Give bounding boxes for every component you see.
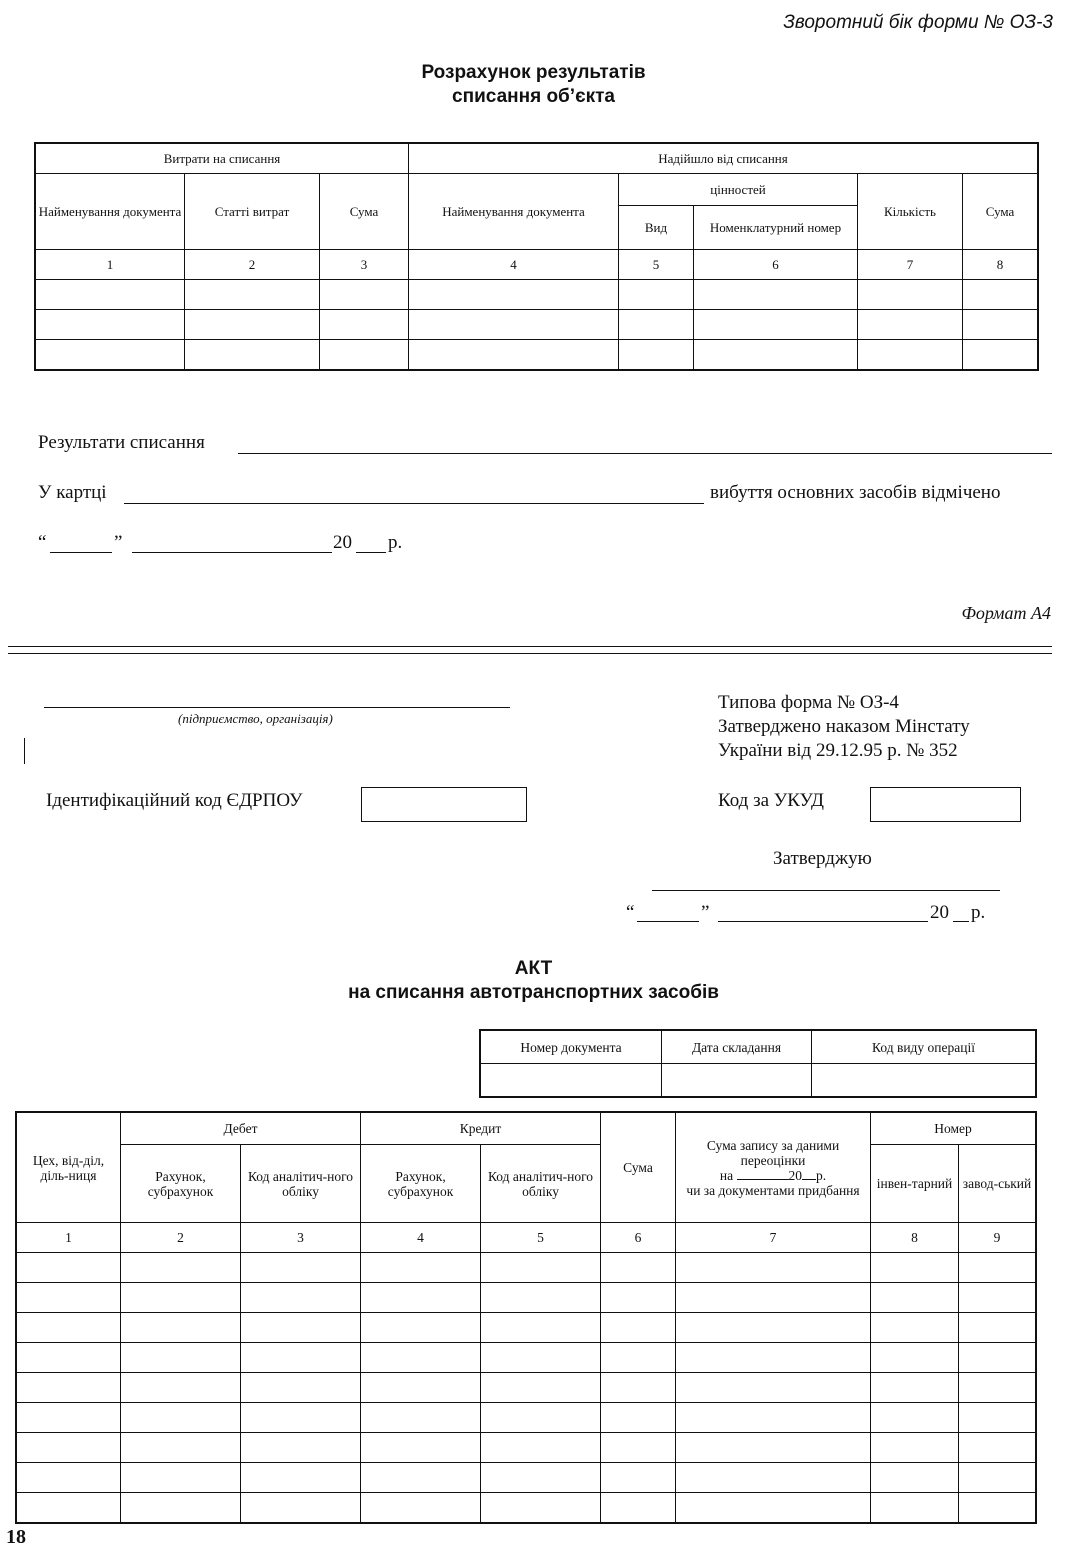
header-doc-name-received: Найменування документа — [409, 174, 619, 250]
header-factory-number: завод-ський — [959, 1145, 1036, 1223]
results-field[interactable] — [238, 453, 1052, 454]
column-number: 4 — [409, 250, 619, 280]
column-number: 7 — [676, 1223, 871, 1253]
header-sum: Сума — [601, 1113, 676, 1223]
column-number: 3 — [320, 250, 409, 280]
approver-signature-field[interactable] — [652, 890, 1000, 891]
form-info-line1: Типова форма № ОЗ-4 — [718, 692, 899, 713]
header-debit-account: Рахунок, субрахунок — [121, 1145, 241, 1223]
header-credit-account: Рахунок, субрахунок — [361, 1145, 481, 1223]
header-debit-analytic: Код аналітич-ного обліку — [241, 1145, 361, 1223]
approve-label: Затверджую — [773, 848, 872, 869]
writeoff-calculation-table — [35, 143, 1038, 370]
table-row — [17, 1433, 1036, 1463]
header-number-group: Номер — [871, 1113, 1036, 1145]
column-number: 1 — [36, 250, 185, 280]
column-number: 8 — [963, 250, 1038, 280]
header-costs-group: Витрати на списання — [36, 144, 409, 174]
header-quantity: Кількість — [858, 174, 963, 250]
column-number: 6 — [694, 250, 858, 280]
header-date: Дата складання — [662, 1031, 812, 1064]
table-row — [36, 280, 1038, 310]
edrpou-input[interactable] — [361, 787, 527, 822]
column-number: 1 — [17, 1223, 121, 1253]
header-doc-name: Найменування документа — [36, 174, 185, 250]
organization-caption: (підприємство, організація) — [178, 711, 333, 726]
approve-date-year-field[interactable] — [953, 921, 969, 922]
revaluation-na: на — [719, 1167, 734, 1183]
page-number: 18 — [6, 1526, 26, 1548]
revaluation-year: 20 — [788, 1167, 802, 1183]
column-number: 2 — [185, 250, 320, 280]
table-row — [36, 340, 1038, 370]
ukud-label: Код за УКУД — [718, 790, 825, 811]
revaluation-line3: чи за документами придбання — [686, 1182, 860, 1198]
card-suffix: вибуття основних засобів відмічено — [710, 482, 1001, 503]
table-row — [17, 1403, 1036, 1433]
act-title: АКТ — [514, 958, 553, 979]
header-inventory-number: інвен-тарний — [871, 1145, 959, 1223]
column-number: 4 — [361, 1223, 481, 1253]
page-divider — [8, 646, 1052, 647]
column-number: 5 — [481, 1223, 601, 1253]
margin-mark — [24, 738, 25, 764]
column-number: 6 — [601, 1223, 676, 1253]
date-year-prefix: 20 — [333, 532, 352, 553]
column-number: 5 — [619, 250, 694, 280]
page-divider — [8, 653, 1052, 654]
card-field[interactable] — [124, 503, 704, 504]
approve-date-suffix: р. — [971, 902, 986, 923]
header-credit-group: Кредит — [361, 1113, 601, 1145]
revaluation-line2 — [678, 1168, 868, 1183]
act-subtitle: на списання автотранспортних засобів — [348, 982, 719, 1003]
document-info-table — [480, 1030, 1036, 1097]
operation-code-cell[interactable] — [812, 1064, 1036, 1097]
column-number: 8 — [871, 1223, 959, 1253]
table-row — [17, 1343, 1036, 1373]
header-received-group: Надійшло від списання — [409, 144, 1038, 174]
header-values-group: цінностей — [619, 174, 858, 206]
header-credit-analytic: Код аналітич-ного обліку — [481, 1145, 601, 1223]
column-number: 7 — [858, 250, 963, 280]
revaluation-r: р. — [816, 1167, 827, 1183]
approve-date-open-quote: “ — [626, 902, 635, 923]
doc-number-cell[interactable] — [481, 1064, 662, 1097]
header-type: Вид — [619, 206, 694, 250]
vehicle-writeoff-table — [16, 1112, 1036, 1523]
format-label: Формат А4 — [961, 603, 1051, 623]
header-sum-received: Сума — [963, 174, 1038, 250]
approve-date-close-quote: ” — [701, 902, 710, 923]
card-label: У картці — [38, 482, 107, 503]
form-info-line2: Затверджено наказом Мінстату — [718, 716, 970, 737]
table-row — [17, 1493, 1036, 1523]
date-day-field[interactable] — [50, 552, 112, 553]
approve-date-day-field[interactable] — [637, 921, 699, 922]
header-sum: Сума — [320, 174, 409, 250]
date-suffix: р. — [388, 532, 403, 553]
page-title: Розрахунок результатів — [421, 62, 646, 83]
column-number: 2 — [121, 1223, 241, 1253]
approve-date-year-prefix: 20 — [930, 902, 949, 923]
revaluation-line1: Сума запису за даними переоцінки — [706, 1137, 840, 1168]
results-label: Результати списання — [38, 432, 205, 453]
header-cost-items: Статті витрат — [185, 174, 320, 250]
date-month-field[interactable] — [132, 552, 332, 553]
date-open-quote: “ — [38, 532, 47, 553]
column-number: 3 — [241, 1223, 361, 1253]
form-back-caption: Зворотний бік форми № ОЗ-3 — [783, 12, 1053, 33]
header-nomenclature-number: Номенклатурний номер — [694, 206, 858, 250]
table-row — [17, 1373, 1036, 1403]
date-cell[interactable] — [662, 1064, 812, 1097]
table-row — [36, 310, 1038, 340]
header-revaluation — [676, 1113, 871, 1223]
revaluation-year-field[interactable] — [802, 1168, 816, 1180]
table-row — [17, 1463, 1036, 1493]
table-row — [17, 1313, 1036, 1343]
date-close-quote: ” — [114, 532, 123, 553]
table-row — [17, 1253, 1036, 1283]
header-dept: Цех, від-діл, діль-ниця — [17, 1113, 121, 1223]
approve-date-month-field[interactable] — [718, 921, 928, 922]
revaluation-date-field[interactable] — [737, 1168, 789, 1180]
header-operation-code: Код виду операції — [812, 1031, 1036, 1064]
column-number: 9 — [959, 1223, 1036, 1253]
edrpou-label: Ідентифікаційний код ЄДРПОУ — [46, 790, 303, 811]
date-year-field[interactable] — [356, 552, 386, 553]
form-info-line3: України від 29.12.95 р. № 352 — [718, 740, 958, 761]
page-subtitle: списання об’єкта — [452, 86, 615, 107]
ukud-input[interactable] — [870, 787, 1021, 822]
header-debit-group: Дебет — [121, 1113, 361, 1145]
table-row — [17, 1283, 1036, 1313]
header-doc-number: Номер документа — [481, 1031, 662, 1064]
organization-field[interactable] — [44, 707, 510, 708]
